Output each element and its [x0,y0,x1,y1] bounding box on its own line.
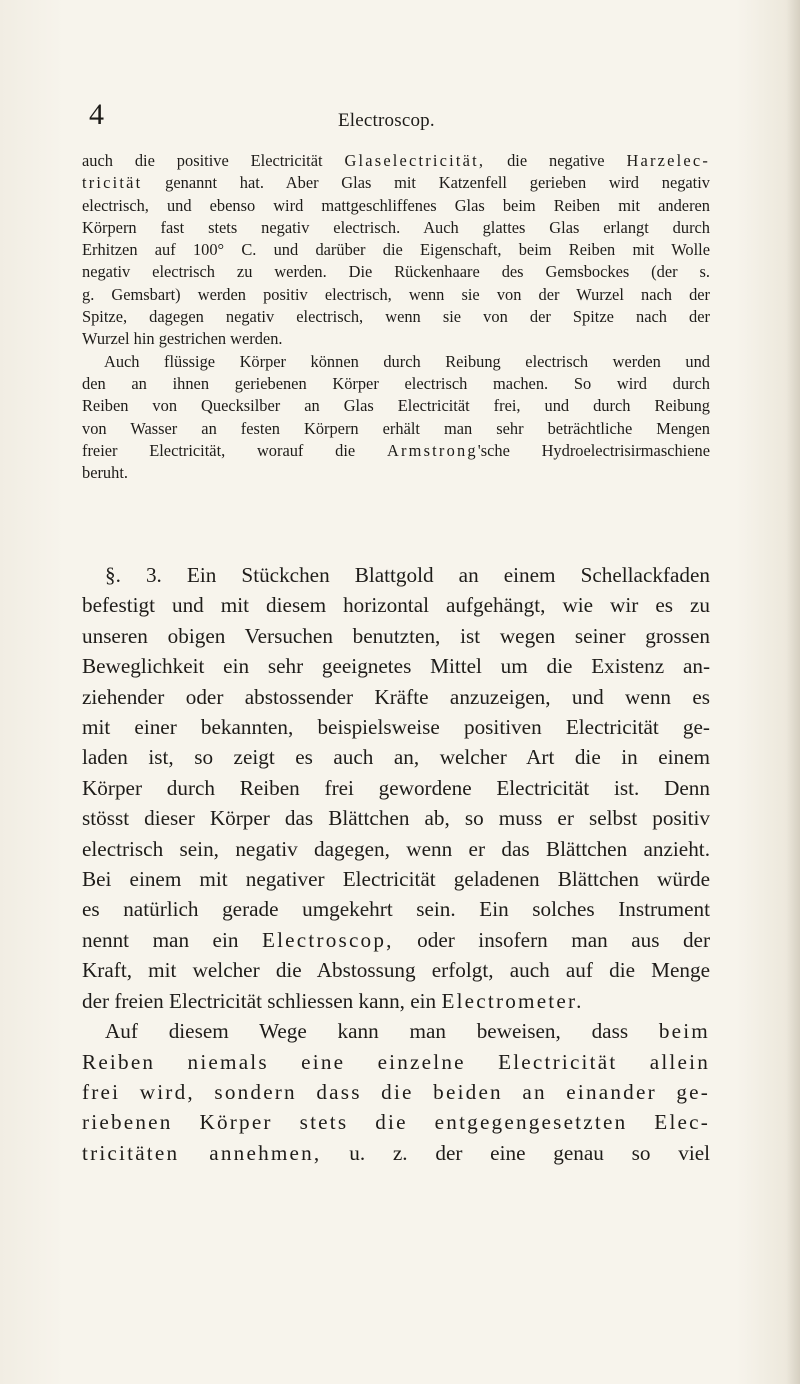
text-line: Reiben von Quecksilber an Glas Electricität frei, und durch Reibung [82,396,710,416]
text-line: beruht. [82,463,128,483]
spaced-term: beim [658,1019,710,1044]
spaced-line: Reiben niemals eine einzelne Electricität allein [82,1049,710,1074]
spaced-line: riebenen Körper stets die entgegengesetzten Elec- [82,1110,710,1135]
text-line: der freien Electricität schliessen kann, ein Electrometer. [82,988,584,1013]
text-line: Wurzel hin gestrichen werden. [82,329,283,349]
page-edge-shadow [786,0,800,1384]
spaced-term: Harzelec- [626,151,710,170]
text-line: Auf diesem Wege kann man beweisen, dass beim [105,1019,710,1044]
main-text-section [82,560,710,1168]
text-line: negativ electrisch zu werden. Die Rückenhaare des Gemsbockes (der s. [82,262,710,282]
spaced-term: tricitäten annehmen, [82,1140,322,1165]
text-line: tricitäten annehmen, u. z. der eine genau so viel [82,1140,710,1165]
text-line: nennt man ein Electroscop, oder insofern man aus der [82,927,710,952]
spaced-term: Electrometer. [441,988,584,1013]
text-line: electrisch, und ebenso wird mattgeschliffenes Glas beim Reiben mit anderen [82,195,710,215]
text-line: von Wasser an festen Körpern erhält man sehr beträchtliche Mengen [82,418,710,438]
spaced-term: tricität [82,173,143,193]
text-line: auch die positive Electricität Glaselectricität, die negative Harzelec- [82,151,710,170]
running-title: Electroscop. [338,110,435,131]
text-line: Bei einem mit negativer Electricität geladenen Blättchen würde [82,867,710,892]
text-line: den an ihnen geriebenen Körper electrisch machen. So wird durch [82,373,710,393]
text-line: electrisch sein, negativ dagegen, wenn er das Blättchen anzieht. [82,836,710,861]
small-print-section [82,150,710,484]
text-line: Körper durch Reiben frei gewordene Electricität ist. Denn [82,775,710,800]
text-line: Kraft, mit welcher die Abstossung erfolgt, auch auf die Menge [82,958,710,983]
text-line: ziehender oder abstossender Kräfte anzuzeigen, und wenn es [82,684,710,709]
spaced-term: Electroscop, [261,927,394,952]
spaced-name: Armstrong [386,440,478,460]
text-line: mit einer bekannten, beispielsweise positiven Electricität ge- [82,715,710,740]
text-line: unseren obigen Versuchen benutzten, ist wegen seiner grossen [82,623,710,648]
text-line: laden ist, so zeigt es auch an, welcher Art die in einem [82,745,710,770]
section-3-first-line: §. 3. Ein Stückchen Blattgold an einem Schellackfaden [105,563,710,587]
text-line: Erhitzen auf 100° C. und darüber die Eigenschaft, beim Reiben mit Wolle [82,240,710,260]
text-line: es natürlich gerade umgekehrt sein. Ein solches Instrument [82,897,710,922]
spaced-term: Glaselectricität, [344,151,486,170]
page-header [0,98,800,138]
text-line: Körpern fast stets negativ electrisch. Auch glattes Glas erlangt durch [82,217,710,237]
text-line: stösst dieser Körper das Blättchen ab, so muss er selbst positiv [82,806,710,831]
text-line: g. Gemsbart) werden positiv electrisch, wenn sie von der Wurzel nach der [82,284,710,304]
page-number: 4 [89,98,104,131]
text-line: befestigt und mit diesem horizontal aufgehängt, wie wir es zu [82,593,710,618]
text-line: Beweglichkeit ein sehr geeignetes Mittel um die Existenz an- [82,654,710,679]
text-line: freier Electricität, worauf die Armstrong'sche Hydroelectrisirmaschiene [82,440,710,460]
text-line: Spitze, dagegen negativ electrisch, wenn sie von der Spitze nach der [82,307,710,327]
text-line: Auch flüssige Körper können durch Reibung electrisch werden und [104,351,710,371]
text-line: tricität genannt hat. Aber Glas mit Katzenfell gerieben wird negativ [82,173,710,193]
spaced-line: frei wird, sondern dass die beiden an einander ge- [82,1079,710,1104]
